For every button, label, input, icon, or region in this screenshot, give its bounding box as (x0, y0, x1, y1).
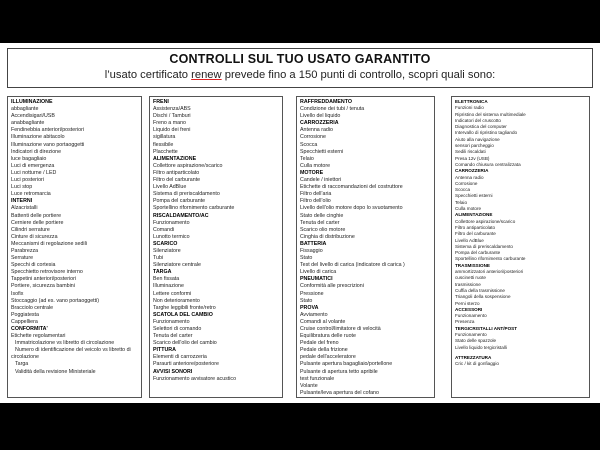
checklist-item: Tubi (153, 255, 164, 262)
checklist-item: Dischi / Tamburi (153, 113, 191, 120)
checklist-item: Meccanismi di regolazione sedili (11, 240, 87, 247)
checklist-item: Cerniere delle portiere (11, 219, 64, 226)
checklist-item: Portiere, sicurezza bambini (11, 283, 75, 290)
section-heading: SCARICO (153, 240, 178, 247)
checklist-item: Comandi al volante (300, 318, 346, 325)
section-heading: AVVISI SONORI (153, 368, 193, 375)
checklist-item: Silenziatore centrale (153, 262, 201, 269)
checklist-item: Funzioni radio (455, 105, 484, 111)
checklist-item: Stato (300, 297, 313, 304)
section-heading: MOTORE (300, 169, 324, 176)
checklist-item: Non deterioramento (153, 297, 200, 304)
checklist-item: Alzacristalli (11, 205, 38, 212)
checklist-item: Antenna radio (300, 127, 333, 134)
checklist-item: Presenza (455, 319, 475, 325)
checklist-item: Indicatori di direzione (11, 148, 62, 155)
checklist-item: Pompa del carburante (455, 250, 501, 256)
checklist-column-2 (149, 96, 283, 398)
checklist-item: Scarico olio motore (300, 226, 346, 233)
checklist-item: Freno a mano (153, 120, 186, 127)
checklist-item: Luce retromarcia (11, 191, 51, 198)
checklist-item: Sedili riscaldati (455, 149, 486, 155)
checklist-item: Serrature (11, 255, 34, 262)
checklist-item: Bracciolo centrale (11, 304, 54, 311)
section-heading: BATTERIA (300, 240, 327, 247)
checklist-item: Cinghia di distribuzione (300, 233, 355, 240)
checklist-item: cuscinetti ruote (455, 275, 486, 281)
checklist-item: Comando chiusura centralizzata (455, 161, 521, 167)
checklist-item: Placchette (153, 148, 178, 155)
checklist-item: Elementi di carrozzeria (153, 354, 207, 361)
checklist-item: anabbagliante (11, 120, 45, 127)
checklist-item: Pompa del carburante (153, 198, 206, 205)
checklist-item: Scocca (455, 187, 471, 193)
checklist-item: Antenna radio (455, 174, 484, 180)
checklist-item: Accendisigari/USB (11, 113, 55, 120)
checklist-item: luce bagagliaio (11, 155, 47, 162)
section-heading: RISCALDAMENTO/AC (153, 212, 209, 219)
section-heading: SCATOLA DEL CAMBIO (153, 311, 213, 318)
section-heading: PNEUMATICI (300, 276, 333, 283)
checklist-item: Culla motore (300, 162, 331, 169)
checklist-item: Targhe leggibili fronte/retro (153, 304, 216, 311)
checklist-item: Funzionamento avvisatore acustico (153, 375, 237, 382)
subtitle-text-start: l’usato certificato (104, 69, 192, 81)
section-heading: CARROZZERIA (300, 120, 339, 127)
checklist-item: Filtro del carburante (455, 231, 496, 237)
checklist-item: Funzionamento (455, 313, 487, 319)
document-page (0, 43, 600, 403)
checklist-item: Funzionamento (153, 318, 190, 325)
checklist-item: Diagnostica del computer (455, 124, 507, 130)
checklist-item: Livello liquido tergicristalli (455, 344, 507, 350)
section-heading: RAFFREDDAMENTO (300, 99, 352, 105)
checklist-item: Telaio (455, 199, 468, 205)
checklist-item: Assistenza/ABS (153, 106, 191, 113)
section-heading: PROVA (300, 304, 319, 311)
checklist-item: Pressione (300, 290, 324, 297)
checklist-item: Specchi di cortesia (11, 262, 56, 269)
section-heading: ATTREZZATURA (455, 354, 492, 360)
checklist-item: sensori parcheggio (455, 143, 494, 149)
checklist-item: Tappetini anteriori/posteriori (11, 276, 77, 283)
checklist-item: pedale dell'acceleratore (300, 354, 356, 361)
checklist-item: ammortizzatori anteriori/posteriori (455, 269, 524, 275)
checklist-item: Specchietti esterni (300, 148, 344, 155)
section-heading: TARGA (153, 269, 172, 276)
checklist-column-4 (451, 96, 590, 398)
subtitle-text-end: prevede fino a 150 punti di controllo, scopri quali sono: (221, 69, 496, 81)
checklist-item: Ben fissata (153, 276, 180, 283)
checklist-item: Pedale della frizione (300, 347, 348, 354)
section-heading: ILLUMINAZIONE (11, 99, 53, 105)
checklist-item: Immatricolazione vs libretto di circolazione (15, 340, 115, 347)
checklist-item: Poggiatesta (11, 311, 39, 318)
checklist-item: Luci di emergenza (11, 162, 55, 169)
checklist-item: test funzionale (300, 375, 335, 382)
section-heading: ALIMENTAZIONE (455, 212, 493, 218)
checklist-item: Pulsante/leva apertura del cofano (300, 389, 379, 396)
checklist-item: Cruise control/limitatore di velocità (300, 326, 381, 332)
checklist-item: Validità della revisione Ministeriale (15, 368, 96, 375)
checklist-item: Cilindri serrature (11, 226, 50, 233)
checklist-item: Corrosione (455, 180, 478, 186)
header-box (7, 48, 593, 88)
section-heading: INTERNI (11, 198, 33, 205)
checklist-item: Cinture di sicurezza (11, 233, 58, 240)
checklist-item: Filtro dell'olio (300, 198, 331, 205)
checklist-item: Triangoli della sospensione (455, 294, 511, 300)
checklist-item: Livello di carica (300, 269, 337, 276)
checklist-item: Collettore aspirazione/scarico (455, 218, 516, 224)
section-heading: CONFORMITA' (11, 326, 48, 332)
checklist-item: Aiuto alla navigazione (455, 136, 500, 142)
checklist-item: Silenziatore (153, 247, 181, 254)
checklist-item: Telaio (300, 155, 314, 162)
checklist-item: Livello dell'olio motore dopo lo svuotamento (300, 205, 403, 212)
checklist-item: Ripristino del sistema multimediale (455, 111, 526, 117)
checklist-column-1 (7, 96, 142, 398)
checklist-item: trasmissione (455, 281, 481, 287)
checklist-item: Filtro del carburante (153, 177, 201, 184)
checklist-item: Comandi (153, 226, 175, 233)
checklist-item: Illuminazione vano portaoggetti (11, 141, 85, 148)
checklist-item: Etichette regolamentari (11, 333, 66, 340)
checklist-item: Fissaggio (300, 247, 323, 254)
checklist-item: Scarico dell'olio del cambio (153, 340, 217, 347)
checklist-item: Fendinebbia anteriori/posteriori (11, 127, 85, 134)
checklist-item: flessibile (153, 141, 174, 148)
checklist-item: Stato (300, 255, 313, 262)
checklist-item: Volante (300, 382, 318, 389)
checklist-item: Presa 12v (USB) (455, 155, 490, 161)
checklist-item: Battenti delle portiere (11, 212, 62, 219)
checklist-item: Indicatori del cruscotto (455, 117, 501, 123)
section-heading: TRASMISSIONE (455, 262, 490, 268)
checklist-item: Funzionamento (153, 219, 190, 226)
checklist-item: Equilibratura delle ruote (300, 333, 356, 340)
checklist-item: Liquido dei freni (153, 127, 191, 134)
checklist-item: Collettore aspirazione/scarico (153, 162, 223, 169)
checklist-item: Tenuta del carter (300, 219, 340, 226)
checklist-item: Lettere conformi (153, 290, 192, 297)
checklist-item: Culla motore (455, 206, 482, 212)
checklist-item: abbagliante (11, 106, 39, 113)
checklist-item: Illuminazione (153, 283, 184, 290)
checklist-item: Intervallo di ripristino tagliando (455, 130, 518, 136)
section-heading: CARROZZERIA (455, 168, 489, 174)
checklist-item: Corrosione (300, 134, 326, 141)
checklist-item: circolazione (11, 354, 39, 361)
checklist-item: Stato delle cinghie (300, 212, 344, 219)
checklist-item: Sportellino rifornimento carburante (455, 256, 526, 262)
checklist-item: Pedale del freno (300, 340, 339, 347)
checklist-item: Conformità alle prescrizioni (300, 283, 364, 290)
checklist-item: Stato delle spazzole (455, 338, 497, 344)
checklist-item: Tenuta del carter (153, 333, 193, 340)
checklist-item: Lunotto termico (153, 233, 190, 240)
checklist-item: Specchietti esterni (455, 193, 493, 199)
checklist-column-3 (296, 96, 435, 398)
checklist-item: Sistema di preriscaldamento (455, 243, 513, 249)
checklist-item: Livello AdBlue (455, 237, 484, 243)
checklist-item: Selettori di comando (153, 326, 202, 332)
checklist-item: Condizione dei tubi / tenuta (300, 106, 365, 113)
section-heading: ACCESSORI (455, 306, 483, 312)
checklist-item: Luci stop (11, 184, 33, 191)
section-heading: PITTURA (153, 347, 176, 354)
checklist-item: Test del livello di carica (indicatore di carica ) (300, 262, 405, 269)
checklist-item: Numero di identificazione del veicolo vs libretto di (15, 347, 131, 354)
section-heading: FRENI (153, 99, 169, 105)
checklist-item: Livello AdBlue (153, 184, 187, 191)
checklist-item: Filtro dell'aria (300, 191, 332, 198)
checklist-item: Avviamento (300, 311, 328, 318)
checklist-item: Etichette di raccomandazioni del costruttore (300, 184, 403, 191)
section-heading: ELETTRONICA (455, 99, 488, 104)
checklist-item: Luci notturne / LED (11, 169, 57, 176)
checklist-item: Cuffia della trasmissione (455, 287, 505, 293)
checklist-item: Sistema di preriscaldamento (153, 191, 220, 198)
checklist-item: Filtro antiparticolato (153, 169, 200, 176)
checklist-item: Sportellino rifornimento carburante (153, 205, 235, 212)
checklist-item: Illuminazione abitacolo (11, 134, 65, 141)
section-heading: ALIMENTAZIONE (153, 155, 197, 162)
checklist-item: Funzionamento (455, 331, 487, 337)
checklist-item: Cappelliera (11, 318, 38, 325)
checklist-item: Pulsante apertura bagagliaio/portellone (300, 361, 393, 368)
checklist-item: sigillatura (153, 134, 176, 141)
page-title: CONTROLLI SUL TUO USATO GARANTITO (169, 52, 431, 66)
checklist-item: Perni sterzo (455, 300, 480, 306)
checklist-item: Pulsante di apertura tetto apribile (300, 368, 378, 375)
checklist-item: Paraurti anteriore/posteriore (153, 361, 219, 368)
checklist-item: Parabrezza (11, 247, 39, 254)
brand-name: renew (191, 69, 222, 81)
checklist-item: Targa (15, 361, 29, 368)
checklist-item: Livello del liquido (300, 113, 341, 120)
checklist-item: Filtro antiparticolato (455, 224, 496, 230)
checklist-item: Stoccaggio (ad es. vano portaoggetti) (11, 297, 100, 304)
checklist-item: Cric / kit di gonfiaggio (455, 361, 499, 367)
section-heading: TERGICRISTALLI ANT/POST (455, 325, 518, 331)
checklist-item: Scocca (300, 141, 318, 148)
checklist-item: Specchietto retrovisore interno (11, 269, 83, 276)
checklist-item: Luci posteriori (11, 177, 44, 184)
checklist-item: Candele / iniettori (300, 177, 342, 184)
page-subtitle (8, 69, 592, 81)
checklist-item: Isofix (11, 290, 24, 297)
